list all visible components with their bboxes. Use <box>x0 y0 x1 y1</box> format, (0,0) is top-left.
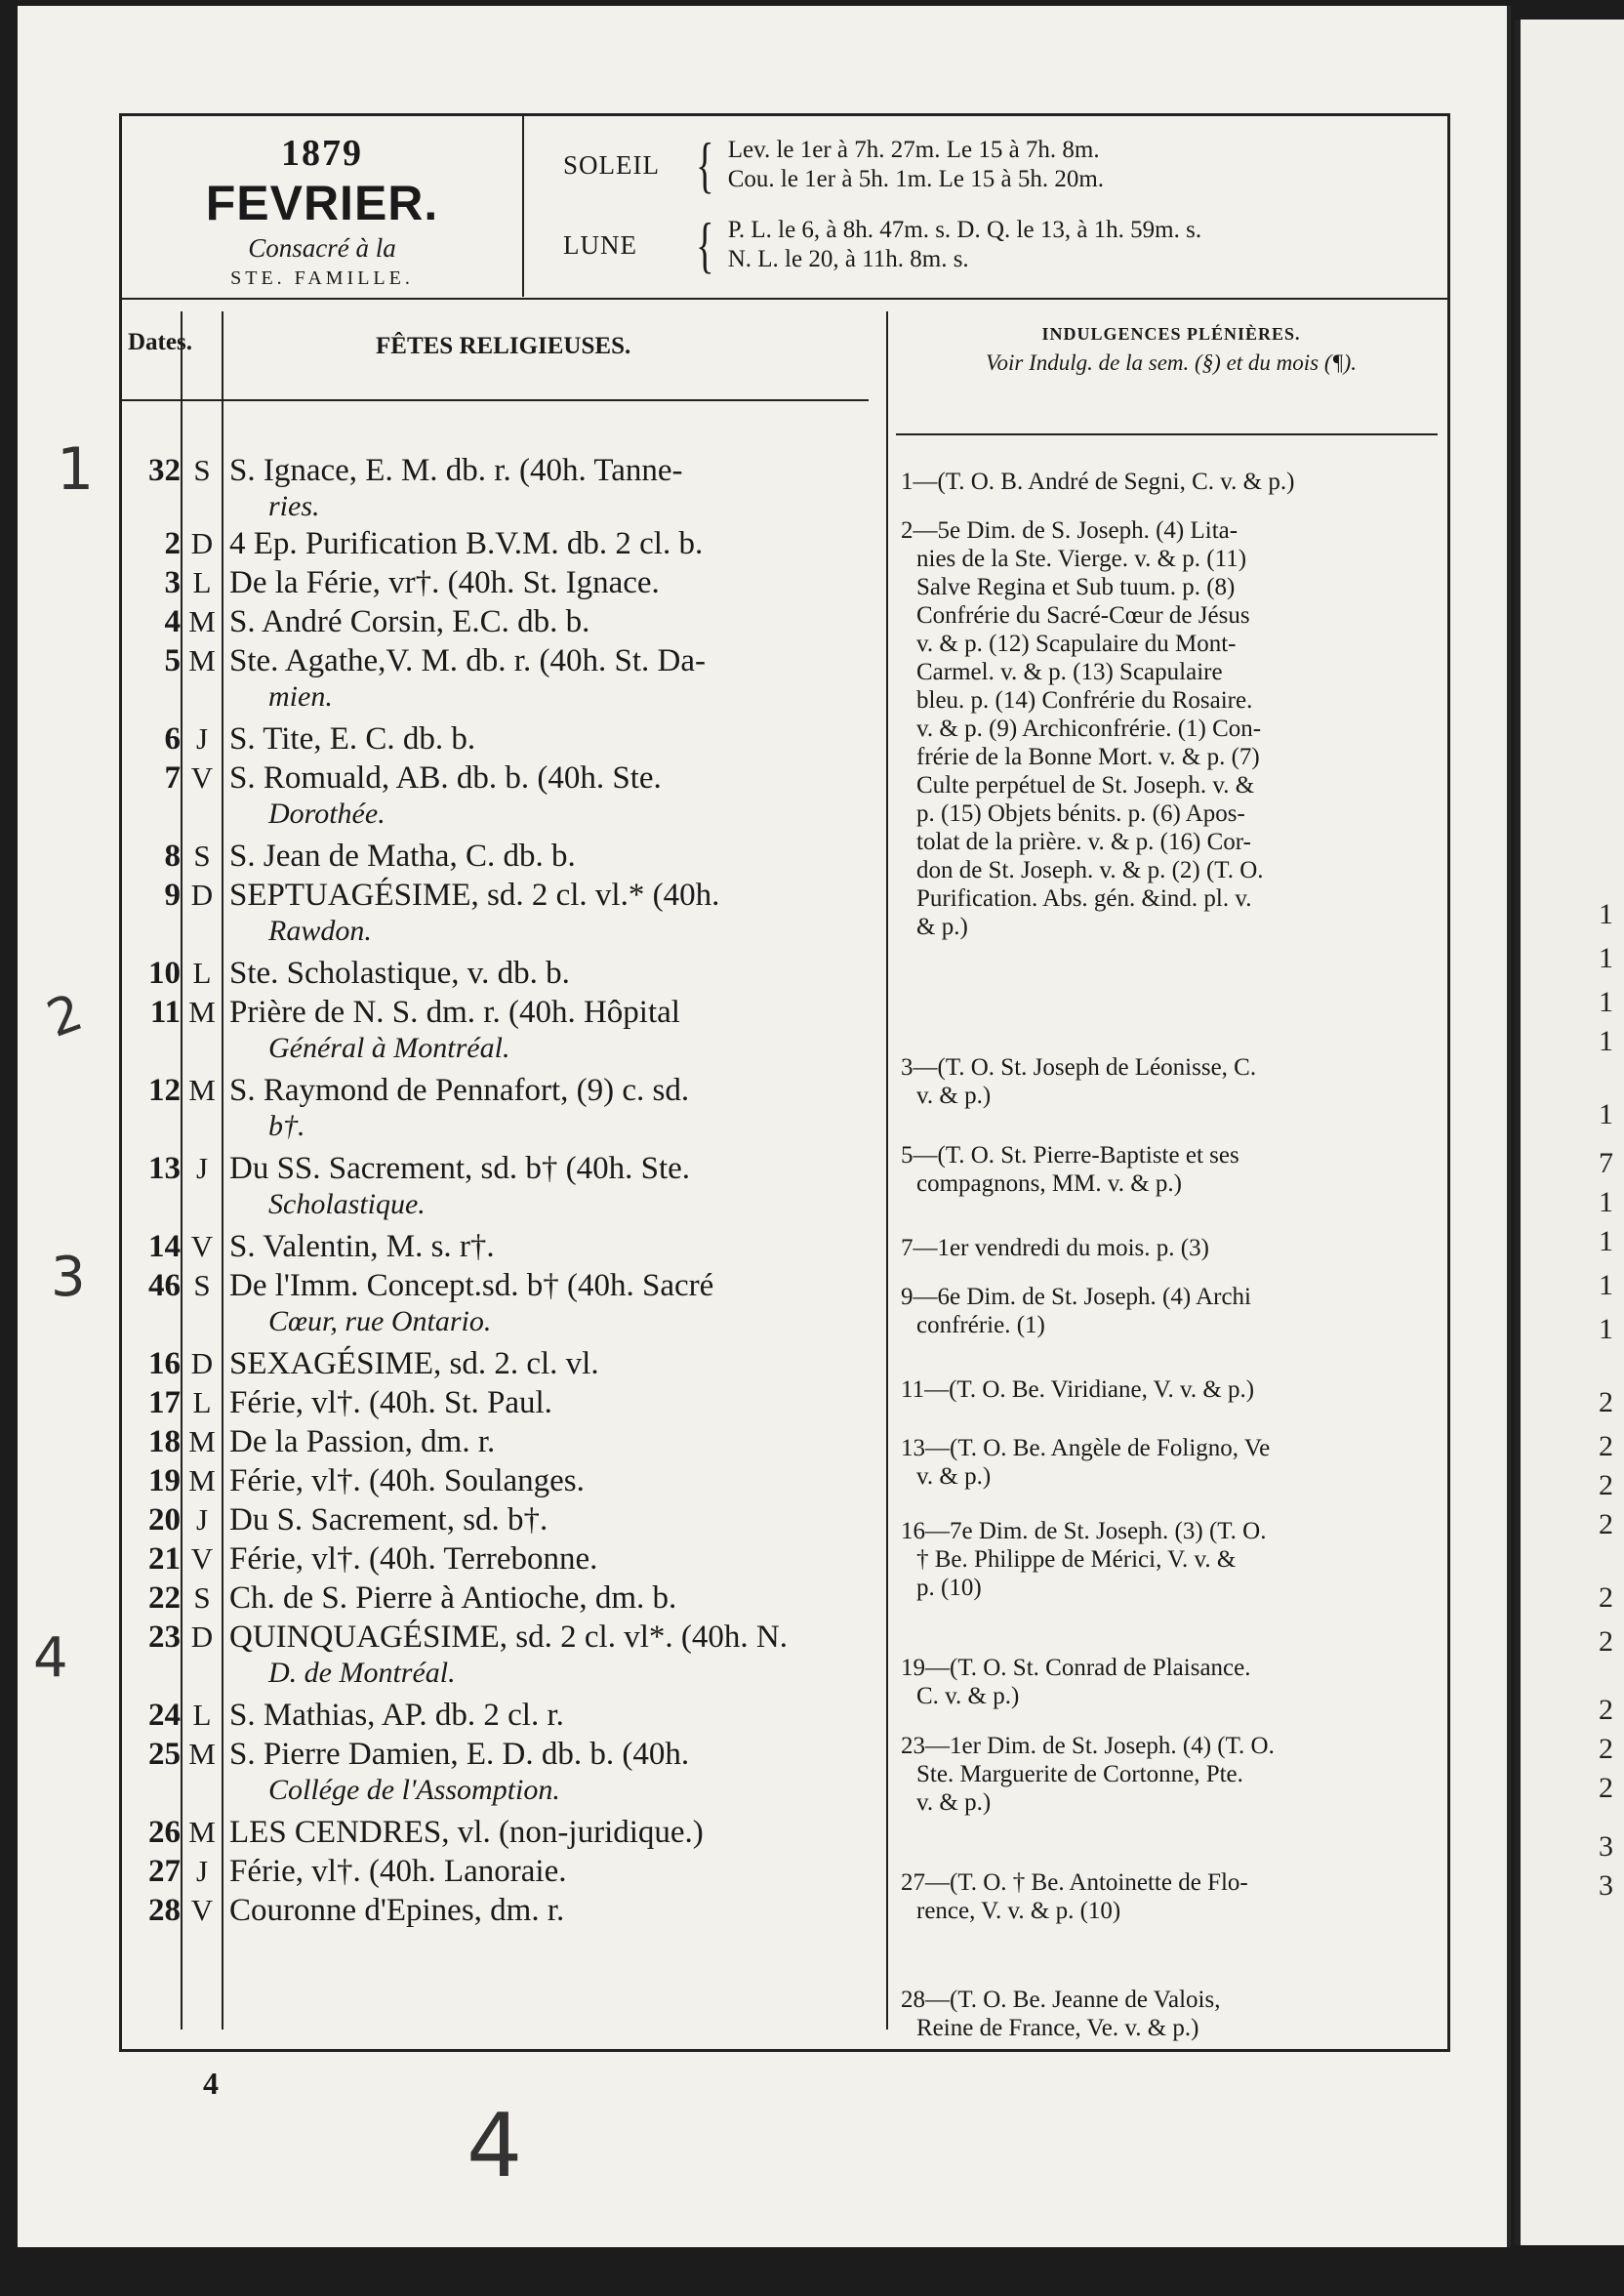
feast-text: S. Raymond de Pennafort, (9) c. sd. <box>229 1073 690 1108</box>
fetes-header: FÊTES RELIGIEUSES. <box>376 333 631 359</box>
lune-label: LUNE <box>563 229 637 260</box>
indulgence-line: 19—(T. O. St. Conrad de Plaisance. <box>901 1655 1251 1681</box>
indulgence-line: Carmel. v. & p. (13) Scapulaire <box>916 659 1223 685</box>
next-page-number: 1 <box>1599 942 1613 974</box>
indulgence-line: v. & p.) <box>916 1789 992 1816</box>
feast-weekday: J <box>195 721 209 756</box>
indulgence-line: Purification. Abs. gén. &ind. pl. v. <box>916 885 1252 912</box>
famille-text: STE. FAMILLE. <box>230 267 414 289</box>
indulgence-line: & p.) <box>916 914 968 940</box>
feast-text-cont: ries. <box>268 490 320 522</box>
next-page-number: 1 <box>1599 986 1613 1018</box>
soleil-line: Cou. le 1er à 5h. 1m. Le 15 à 5h. 20m. <box>727 166 1105 192</box>
feast-row <box>122 565 893 604</box>
feast-row <box>122 643 893 713</box>
indulgence-line: 27—(T. O. † Be. Antoinette de Flo- <box>901 1869 1248 1896</box>
feast-row <box>122 526 893 565</box>
feast-text: S. Tite, E. C. db. b. <box>229 721 476 757</box>
feast-day: 7 <box>164 760 181 796</box>
indulgence-line: v. & p. (9) Archiconfrérie. (1) Con- <box>916 716 1262 742</box>
indulgence-line: confrérie. (1) <box>916 1312 1045 1338</box>
feast-text-cont: Général à Montréal. <box>268 1032 510 1064</box>
next-page-number: 2 <box>1599 1694 1613 1726</box>
page-number: 4 <box>203 2066 219 2101</box>
feast-text: Ste. Agathe,V. M. db. r. (40h. St. Da- <box>229 643 706 678</box>
feast-row <box>122 1073 893 1142</box>
indulgence-line: Reine de France, Ve. v. & p.) <box>916 2015 1199 2041</box>
feast-weekday: D <box>190 1346 214 1380</box>
feast-text: S. Ignace, E. M. db. r. (40h. Tanne- <box>229 453 683 488</box>
next-page-number: 2 <box>1599 1733 1613 1765</box>
feast-weekday: V <box>190 760 214 795</box>
feast-day: 6 <box>164 721 181 757</box>
feast-weekday: M <box>188 1815 216 1849</box>
soleil-line: Lev. le 1er à 7h. 27m. Le 15 à 7h. 8m. <box>727 137 1100 163</box>
feast-row <box>122 1893 893 1932</box>
next-page-number: 3 <box>1599 1869 1613 1902</box>
indulgence-line: 9—6e Dim. de St. Joseph. (4) Archi <box>901 1284 1251 1310</box>
feast-text: Prière de N. S. dm. r. (40h. Hôpital <box>229 995 680 1030</box>
feast-row <box>122 604 893 643</box>
feast-day: 5 <box>164 643 181 678</box>
feast-weekday: L <box>192 1698 212 1732</box>
feast-weekday: V <box>190 1541 214 1576</box>
indulgence-entry <box>901 1517 1442 1602</box>
feast-text: De la Férie, vr†. (40h. St. Ignace. <box>229 565 660 600</box>
feast-row <box>122 760 893 830</box>
indulgence-line: Culte perpétuel de St. Joseph. v. & <box>916 772 1255 799</box>
feast-row <box>122 1541 893 1580</box>
indulgence-line: tolat de la prière. v. & p. (16) Cor- <box>916 829 1251 855</box>
indulgence-entry <box>901 1434 1442 1491</box>
indulgence-line: compagnons, MM. v. & p.) <box>916 1170 1182 1197</box>
feast-row <box>122 1854 893 1893</box>
indulgence-entry <box>901 1986 1442 2042</box>
indulgence-line: Salve Regina et Sub tuum. p. (8) <box>916 574 1236 600</box>
feast-text: SEXAGÉSIME, sd. 2. cl. vl. <box>229 1346 599 1381</box>
soleil-block <box>563 130 1105 199</box>
feast-text: De la Passion, dm. r. <box>229 1424 496 1459</box>
indulgence-line: v. & p.) <box>916 1083 992 1109</box>
feast-row <box>122 878 893 947</box>
feast-day: 22 <box>148 1580 181 1616</box>
feast-day: 46 <box>148 1268 181 1303</box>
feast-weekday: L <box>192 956 212 990</box>
month-title: FEVRIER. <box>205 176 439 230</box>
feast-text: 4 Ep. Purification B.V.M. db. 2 cl. b. <box>229 526 704 561</box>
feast-day: 27 <box>148 1854 181 1889</box>
indulgence-line: 28—(T. O. Be. Jeanne de Valois, <box>901 1987 1221 2013</box>
indulgence-line: don de St. Joseph. v. & p. (2) (T. O. <box>916 857 1264 883</box>
feast-text: S. Romuald, AB. db. b. (40h. Ste. <box>229 760 662 796</box>
indulgence-line: 7—1er vendredi du mois. p. (3) <box>901 1235 1209 1261</box>
feast-weekday: S <box>193 839 211 873</box>
handwritten-mark: 4 <box>467 2095 523 2197</box>
feast-row <box>122 1385 893 1424</box>
feast-text: LES CENDRES, vl. (non-juridique.) <box>229 1815 704 1850</box>
next-page-number: 3 <box>1599 1830 1613 1863</box>
next-page-number: 2 <box>1599 1772 1613 1804</box>
feast-weekday: S <box>193 1268 211 1302</box>
feast-text-cont: Scholastique. <box>268 1188 426 1220</box>
next-page-number: 1 <box>1599 1098 1613 1130</box>
feast-day: 21 <box>148 1541 181 1577</box>
feast-text: Férie, vl†. (40h. Terrebonne. <box>229 1541 598 1577</box>
feast-row <box>122 1580 893 1620</box>
indulgence-line: 13—(T. O. Be. Angèle de Foligno, Ve <box>901 1435 1271 1461</box>
indulgence-entry <box>901 468 1442 496</box>
feast-weekday: M <box>188 1073 216 1107</box>
feast-row <box>122 1229 893 1268</box>
feast-text-cont: Dorothée. <box>268 798 386 830</box>
dates-header: Dates. <box>128 329 192 355</box>
feast-text-cont: b†. <box>268 1110 305 1142</box>
feast-text: Du SS. Sacrement, sd. b† (40h. Ste. <box>229 1151 691 1186</box>
indulgences-title: INDULGENCES PLÉNIÈRES. <box>1041 324 1301 344</box>
feast-row <box>122 995 893 1064</box>
indulgence-line: † Be. Philippe de Mérici, V. v. & <box>916 1546 1237 1573</box>
page-sheet <box>18 6 1511 2247</box>
feast-day: 8 <box>164 839 181 874</box>
indulgence-line: p. (15) Objets bénits. p. (6) Apos- <box>916 800 1245 827</box>
brace-icon: { <box>696 130 714 199</box>
year: 1879 <box>281 133 363 174</box>
handwritten-mark: 4 <box>33 1626 68 1690</box>
indulgence-entry <box>901 1732 1442 1817</box>
feast-row <box>122 1815 893 1854</box>
feast-text: Férie, vl†. (40h. St. Paul. <box>229 1385 552 1420</box>
next-page-number: 2 <box>1599 1430 1613 1462</box>
feast-text: QUINQUAGÉSIME, sd. 2 cl. vl*. (40h. N. <box>229 1620 788 1655</box>
handwritten-mark: 1 <box>57 435 95 504</box>
feast-day: 12 <box>148 1073 181 1108</box>
indulgence-entry <box>901 1283 1442 1339</box>
indulgence-line: v. & p.) <box>916 1463 992 1490</box>
feast-text: De l'Imm. Concept.sd. b† (40h. Sacré <box>229 1268 714 1303</box>
next-page-number: 1 <box>1599 898 1613 930</box>
next-page-number: 2 <box>1599 1386 1613 1418</box>
feast-row <box>122 1502 893 1541</box>
indulgences-subtitle: Voir Indulg. de la sem. (§) et du mois (¶). <box>986 350 1357 375</box>
feast-day: 2 <box>164 526 181 561</box>
next-page-number: 1 <box>1599 1313 1613 1345</box>
feast-day: 32 <box>148 453 181 488</box>
feast-weekday: D <box>190 1620 214 1654</box>
feast-day: 14 <box>148 1229 181 1264</box>
divider <box>122 399 869 401</box>
indulgence-line: Ste. Marguerite de Cortonne, Pte. <box>916 1761 1243 1787</box>
handwritten-mark: 3 <box>51 1246 86 1309</box>
feast-text: S. Jean de Matha, C. db. b. <box>229 839 576 874</box>
feast-text-cont: mien. <box>268 680 333 713</box>
next-page-number: 2 <box>1599 1469 1613 1501</box>
feast-text: Ch. de S. Pierre à Antioche, dm. b. <box>229 1580 677 1616</box>
indulgence-entry <box>901 1375 1442 1404</box>
feast-day: 4 <box>164 604 181 639</box>
feast-row <box>122 1424 893 1463</box>
soleil-label: SOLEIL <box>563 149 660 180</box>
feast-weekday: M <box>188 995 216 1029</box>
feast-day: 18 <box>148 1424 181 1459</box>
indulgence-line: frérie de la Bonne Mort. v. & p. (7) <box>916 744 1260 770</box>
feast-weekday: D <box>190 526 214 560</box>
feast-text: S. André Corsin, E.C. db. b. <box>229 604 590 639</box>
indulgence-line: 5—(T. O. St. Pierre-Baptiste et ses <box>901 1142 1239 1168</box>
feast-text-cont: Rawdon. <box>268 915 372 947</box>
feast-weekday: J <box>195 1854 209 1888</box>
feast-weekday: V <box>190 1893 214 1927</box>
feast-text-cont: Collége de l'Assomption. <box>268 1774 560 1806</box>
feast-day: 24 <box>148 1698 181 1733</box>
feast-weekday: S <box>193 1580 211 1615</box>
feast-day: 3 <box>164 565 181 600</box>
divider <box>122 298 1447 300</box>
next-page-number: 2 <box>1599 1625 1613 1658</box>
feast-day: 25 <box>148 1737 181 1772</box>
feast-row <box>122 1463 893 1502</box>
indulgence-line: 2—5e Dim. de S. Joseph. (4) Lita- <box>901 517 1238 544</box>
feast-weekday: L <box>192 565 212 599</box>
feast-text: S. Mathias, AP. db. 2 cl. r. <box>229 1698 564 1733</box>
feast-weekday: J <box>195 1151 209 1185</box>
feast-row <box>122 1346 893 1385</box>
feast-text: SEPTUAGÉSIME, sd. 2 cl. vl.* (40h. <box>229 878 720 913</box>
next-page-number: 7 <box>1599 1147 1613 1179</box>
next-page-number: 2 <box>1599 1581 1613 1614</box>
indulgence-line: 11—(T. O. Be. Viridiane, V. v. & p.) <box>901 1376 1255 1403</box>
feast-row <box>122 1151 893 1220</box>
feast-weekday: L <box>192 1385 212 1419</box>
feast-day: 16 <box>148 1346 181 1381</box>
indulgence-line: 1—(T. O. B. André de Segni, C. v. & p.) <box>901 469 1295 495</box>
month-header <box>122 116 524 297</box>
indulgence-entry <box>901 1234 1442 1262</box>
feast-weekday: S <box>193 453 211 487</box>
feast-text: Du S. Sacrement, sd. b†. <box>229 1502 548 1538</box>
lune-line: P. L. le 6, à 8h. 47m. s. D. Q. le 13, à 1h. 59m. s. <box>727 217 1202 243</box>
feast-day: 19 <box>148 1463 181 1498</box>
brace-icon: { <box>696 210 714 279</box>
feast-text-cont: D. de Montréal. <box>268 1657 456 1689</box>
indulgence-line: nies de la Ste. Vierge. v. & p. (11) <box>916 546 1247 572</box>
feast-row <box>122 1737 893 1806</box>
feast-text: Ste. Scholastique, v. db. b. <box>229 956 570 991</box>
next-page-number: 1 <box>1599 1186 1613 1218</box>
consacre-text: Consacré à la <box>248 233 396 263</box>
next-page-number: 2 <box>1599 1508 1613 1540</box>
feast-weekday: M <box>188 1424 216 1458</box>
feast-weekday: M <box>188 1463 216 1497</box>
indulgence-line: v. & p. (12) Scapulaire du Mont- <box>916 631 1237 657</box>
indulgence-entry <box>901 1053 1442 1110</box>
feast-weekday: J <box>195 1502 209 1537</box>
feast-row <box>122 1268 893 1337</box>
feast-row <box>122 839 893 878</box>
feast-row <box>122 721 893 760</box>
feast-text: Férie, vl†. (40h. Lanoraie. <box>229 1854 567 1889</box>
feast-day: 26 <box>148 1815 181 1850</box>
feast-day: 17 <box>148 1385 181 1420</box>
astronomy-header <box>524 116 1447 297</box>
lune-block <box>563 210 1202 279</box>
indulgence-line: bleu. p. (14) Confrérie du Rosaire. <box>916 687 1253 714</box>
feast-text: Férie, vl†. (40h. Soulanges. <box>229 1463 585 1498</box>
divider <box>896 433 1438 435</box>
next-page-number: 1 <box>1599 1225 1613 1257</box>
feast-weekday: D <box>190 878 214 912</box>
feast-weekday: M <box>188 1737 216 1771</box>
feast-row <box>122 453 893 522</box>
feast-weekday: M <box>188 604 216 638</box>
indulgence-entry <box>901 1654 1442 1710</box>
feast-row <box>122 956 893 995</box>
feast-row <box>122 1620 893 1689</box>
next-page-number: 1 <box>1599 1269 1613 1301</box>
feast-text: Couronne d'Epines, dm. r. <box>229 1893 565 1928</box>
indulgence-line: Confrérie du Sacré-Cœur de Jésus <box>916 602 1250 629</box>
handwritten-mark: 2 <box>39 983 91 1049</box>
indulgence-line: 16—7e Dim. de St. Joseph. (3) (T. O. <box>901 1518 1267 1544</box>
feast-text: S. Valentin, M. s. r†. <box>229 1229 495 1264</box>
feast-day: 20 <box>148 1502 181 1538</box>
indulgences-header <box>898 324 1444 376</box>
indulgence-entry <box>901 1141 1442 1198</box>
indulgence-line: 3—(T. O. St. Joseph de Léonisse, C. <box>901 1054 1257 1081</box>
feast-day: 11 <box>149 995 181 1030</box>
next-page-number: 1 <box>1599 1025 1613 1057</box>
feast-weekday: M <box>188 643 216 677</box>
indulgence-line: rence, V. v. & p. (10) <box>916 1898 1121 1924</box>
indulgence-line: 23—1er Dim. de St. Joseph. (4) (T. O. <box>901 1733 1275 1759</box>
feast-day: 10 <box>148 956 181 991</box>
feast-row <box>122 1698 893 1737</box>
indulgence-entry <box>901 1868 1442 1925</box>
indulgence-line: C. v. & p.) <box>916 1683 1020 1709</box>
next-page-edge <box>1515 20 1624 2245</box>
indulgence-line: p. (10) <box>916 1575 982 1601</box>
calendar-frame <box>119 113 1450 2052</box>
indulgence-entry <box>901 516 1442 941</box>
feast-day: 9 <box>164 878 181 913</box>
feast-day: 23 <box>148 1620 181 1655</box>
feast-day: 13 <box>148 1151 181 1186</box>
feast-text: S. Pierre Damien, E. D. db. b. (40h. <box>229 1737 690 1772</box>
feast-day: 28 <box>148 1893 181 1928</box>
feast-weekday: V <box>190 1229 214 1263</box>
feast-text-cont: Cœur, rue Ontario. <box>268 1305 492 1337</box>
lune-line: N. L. le 20, à 11h. 8m. s. <box>727 246 969 272</box>
